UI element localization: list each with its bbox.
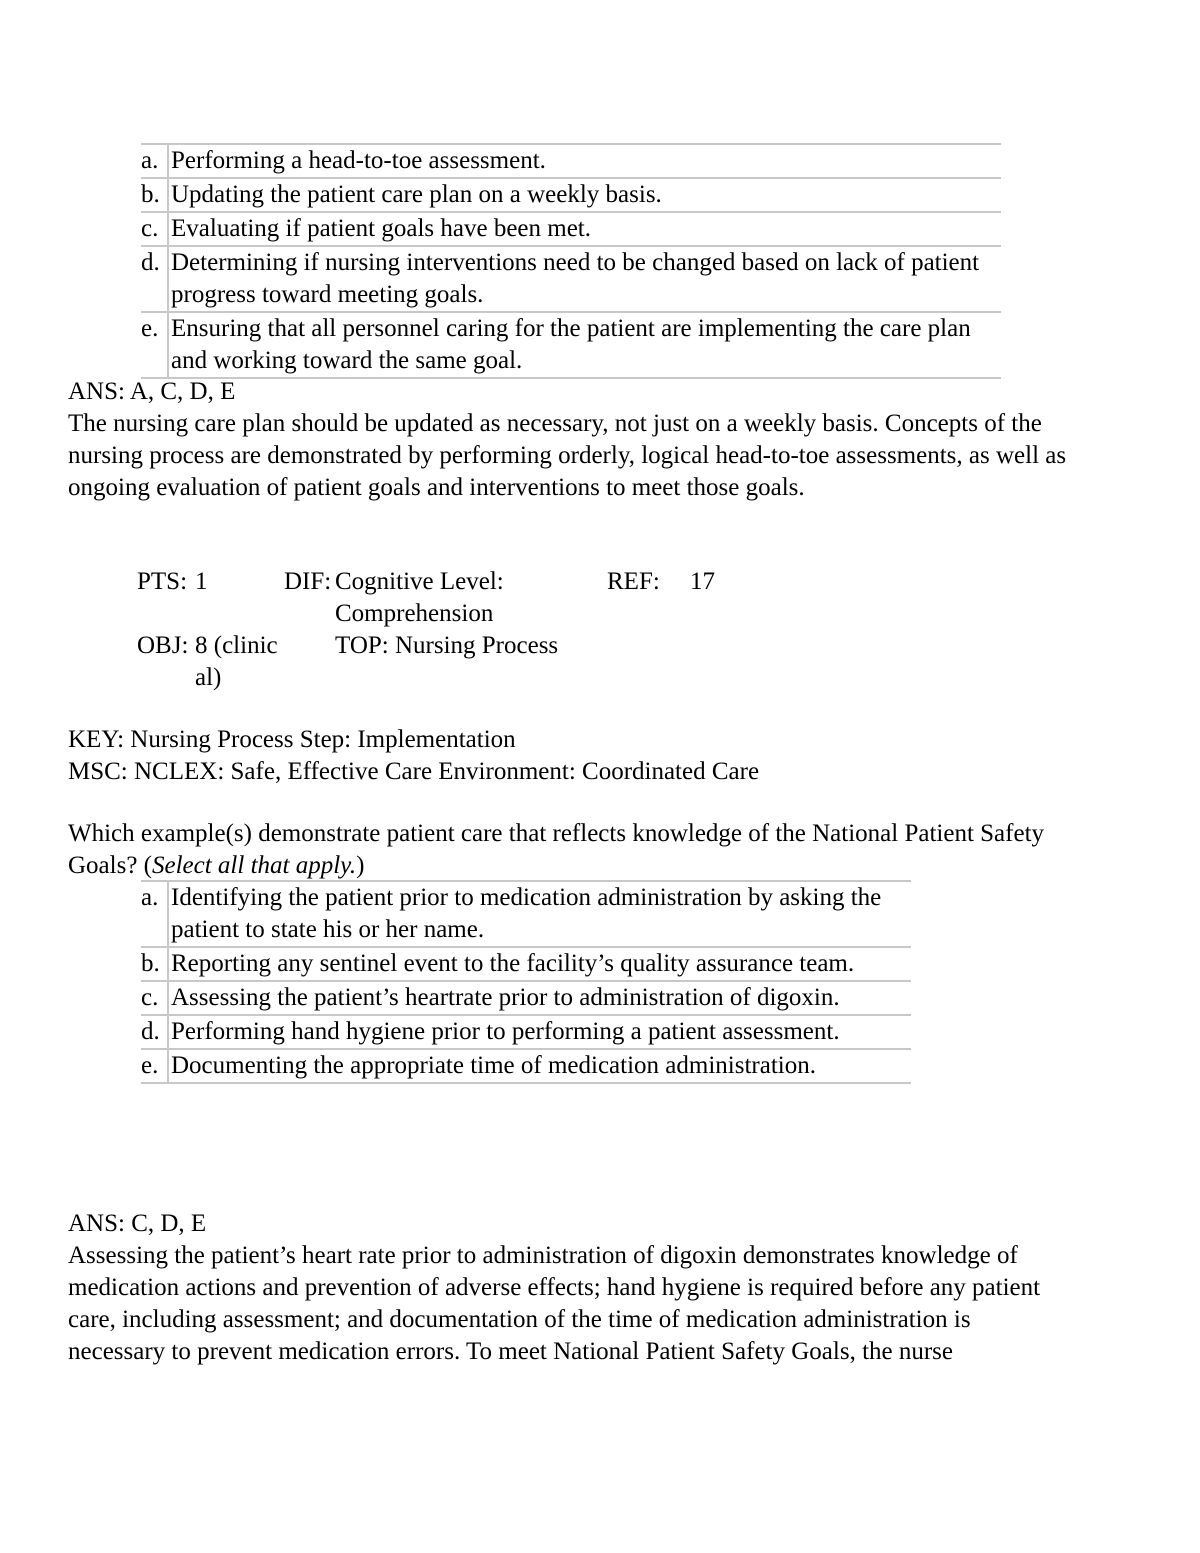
- q2-rationale: Assessing the patient’s heart rate prior to administration of digoxin demonstrates knowledge of medication actions and prevention of adverse effects; hand hygiene is required before any patient care, including assessment; and documentation of the time of medication administration is necessary to prevent medication errors. To meet National Patient Safety Goals, the nurse: [68, 1242, 1041, 1365]
- option-text: Evaluating if patient goals have been met.: [167, 213, 1001, 245]
- q1-option-c: [141, 213, 1001, 247]
- stem-text: Which example(s) demonstrate patient care that reflects knowledge of the National Patient Safety Goals? (: [68, 820, 1045, 879]
- q1-rationale: The nursing care plan should be updated as necessary, not just on a weekly basis. Concepts of the nursing process are demonstrated by performing orderly, logical head-to-toe assessments, as well as ongoing evaluation of patient goals and interventions to meet those goals.: [68, 410, 1067, 501]
- pts-label: PTS:: [137, 568, 188, 595]
- option-letter: e.: [141, 315, 159, 342]
- q2-option-c: [141, 982, 911, 1016]
- option-text: Updating the patient care plan on a weekly basis.: [167, 179, 1001, 211]
- option-text: Determining if nursing interventions need to be changed based on lack of patient progress toward meeting goals.: [167, 247, 1001, 311]
- pts-value: 1: [195, 568, 208, 595]
- option-letter: b.: [141, 181, 160, 208]
- topic: TOP: Nursing Process: [335, 632, 559, 659]
- option-text: Ensuring that all personnel caring for the patient are implementing the care plan and working toward the same goal.: [167, 313, 1001, 377]
- option-letter: c.: [141, 215, 159, 242]
- dif-label: DIF:: [284, 568, 332, 595]
- stem-close: ): [356, 852, 365, 879]
- q2-option-e: [141, 1050, 911, 1084]
- option-letter: d.: [141, 249, 160, 276]
- option-text: Assessing the patient’s heartrate prior to administration of digoxin.: [167, 982, 911, 1014]
- q1-key: KEY: Nursing Process Step: Implementation: [68, 726, 516, 753]
- obj-label: OBJ:: [137, 632, 189, 659]
- option-letter: a.: [141, 147, 159, 174]
- q2-answer: ANS: C, D, E: [68, 1210, 207, 1237]
- option-text: Performing a head-to-toe assessment.: [167, 145, 1001, 177]
- obj-value: 8 (clinical): [195, 632, 278, 691]
- q1-option-b: [141, 179, 1001, 213]
- option-letter: b.: [141, 950, 160, 977]
- option-text: Identifying the patient prior to medication administration by asking the patient to state his or her name.: [167, 882, 911, 946]
- q1-option-e: [141, 313, 1001, 379]
- q2-option-b: [141, 948, 911, 982]
- option-text: Reporting any sentinel event to the facility’s quality assurance team.: [167, 948, 911, 980]
- q2-question-stem: [68, 818, 1068, 882]
- q1-option-d: [141, 247, 1001, 313]
- option-letter: d.: [141, 1018, 160, 1045]
- q1-msc: MSC: NCLEX: Safe, Effective Care Environment: Coordinated Care: [68, 758, 760, 785]
- q2-options: [141, 880, 911, 1084]
- option-letter: a.: [141, 884, 159, 911]
- ref-label: REF:: [607, 568, 660, 595]
- stem-instruction: Select all that apply.: [152, 852, 357, 879]
- q1-options: [141, 143, 1001, 379]
- q1-answer: ANS: A, C, D, E: [68, 378, 236, 405]
- q1-metadata: [137, 566, 757, 726]
- dif-value: Cognitive Level: Comprehension: [335, 568, 504, 627]
- ref-value: 17: [690, 568, 715, 595]
- option-letter: e.: [141, 1052, 159, 1079]
- option-text: Documenting the appropriate time of medication administration.: [167, 1050, 911, 1082]
- option-text: Performing hand hygiene prior to performing a patient assessment.: [167, 1016, 911, 1048]
- q2-option-d: [141, 1016, 911, 1050]
- option-letter: c.: [141, 984, 159, 1011]
- q2-option-a: [141, 882, 911, 948]
- q1-option-a: [141, 145, 1001, 179]
